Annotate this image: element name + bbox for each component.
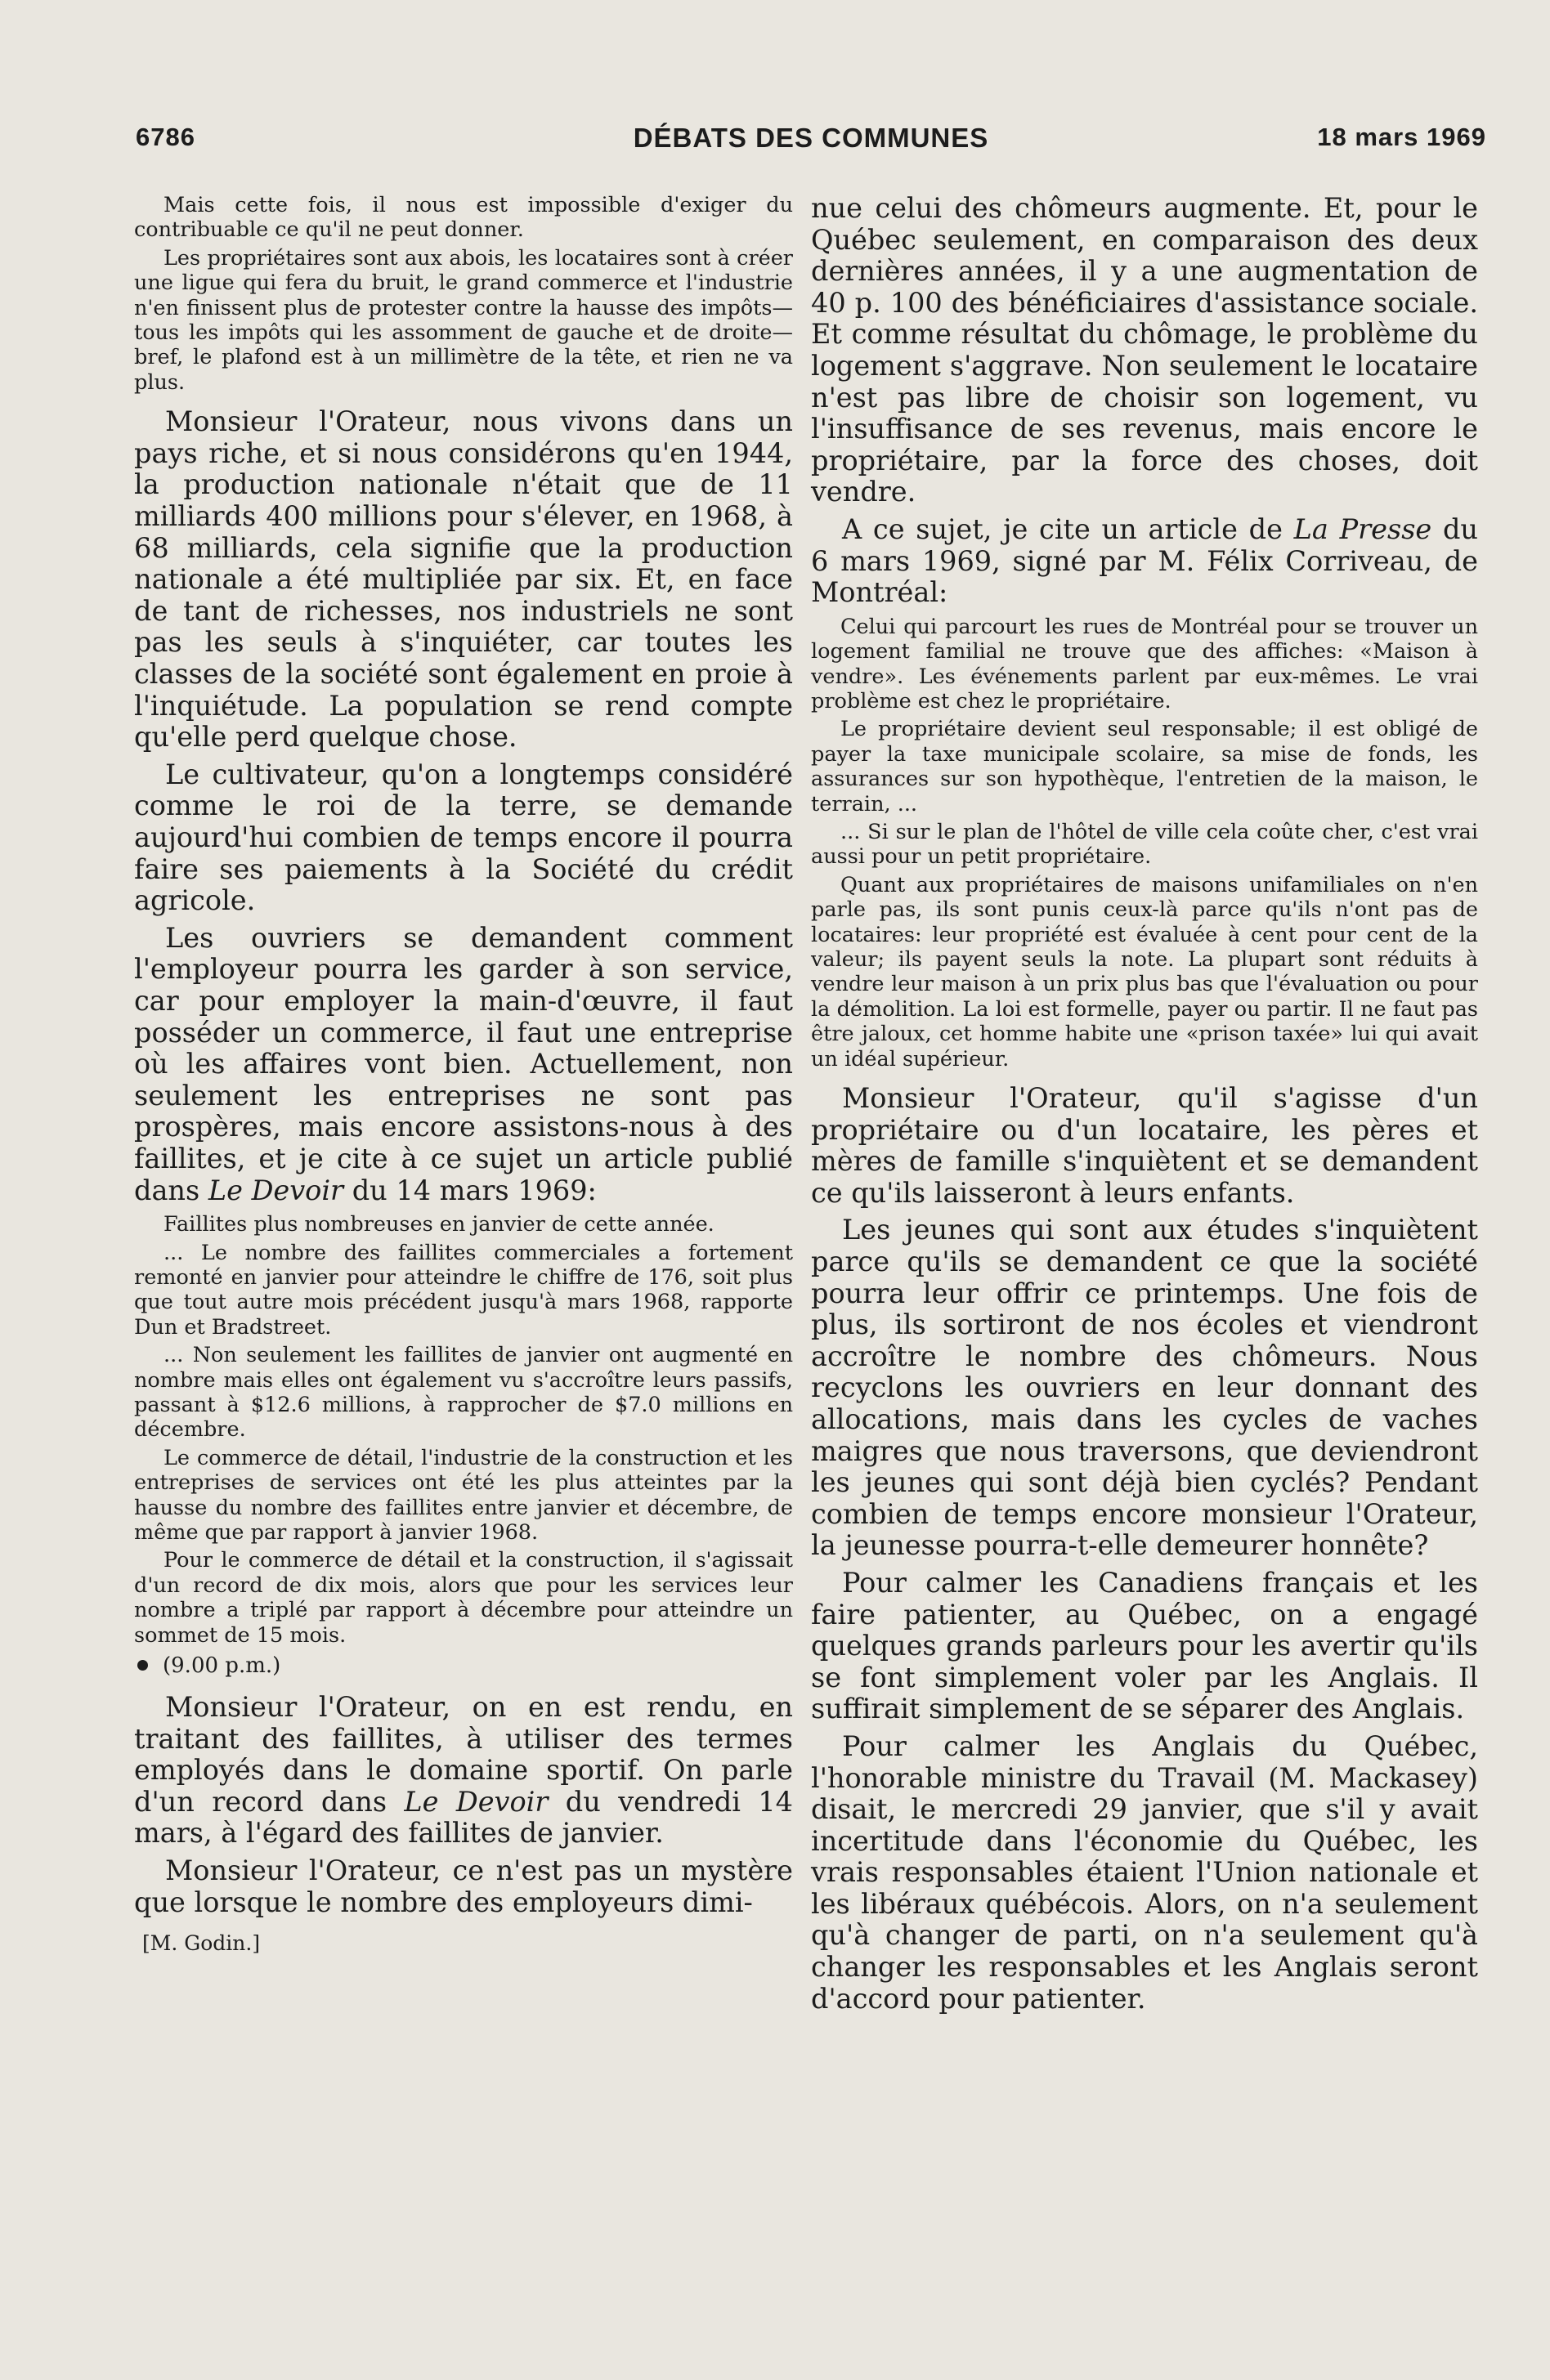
speaker-tag: [M. Godin.] (142, 1931, 261, 1956)
body-paragraph: Monsieur l'Orateur, nous vivons dans un pays riche, et si nous considérons qu'en 1944, la production nationale n'était que de 11 milliards 400 millions pour s'élever, en 1968, à 68 milliards, cela signifie que la production nationale a été multipliée par six. Et, en face de tant de richesses, nos industriels ne sont pas les seuls à s'inquiéter, car toutes les classes de la société sont également en proie à l'inquiétude. La population se rend compte qu'elle perd quelque chose. (134, 405, 793, 754)
body-paragraph: Les jeunes qui sont aux études s'inquiètent parce qu'ils se demandent ce que la société pourra leur offrir ce printemps. Une fois de plus, ils sortiront de nos écoles et viendront accroître le nombre des chômeurs. Nous recyclons les ouvriers en leur donnant des allocations, mais dans les cycles de vaches maigres que nous traversons, que deviendront les jeunes qui sont déjà bien cyclés? Pendant combien de temps encore monsieur l'Orateur, la jeunesse pourra-t-elle demeurer honnête? (811, 1214, 1478, 1562)
body-paragraph: nue celui des chômeurs augmente. Et, pour le Québec seulement, en comparaison des deux dernières années, il y a une augmentation de 40 p. 100 des bénéficiaires d'assistance sociale. Et comme résultat du chômage, le problème du logement s'aggrave. Non seulement le locataire n'est pas libre de choisir son logement, vu l'insuffisance de ses revenus, mais encore le propriétaire, par la force des choses, doit vendre. (811, 192, 1478, 508)
publication-title: La Presse (1293, 512, 1432, 545)
page-header (136, 123, 1486, 163)
publication-title: Le Devoir (404, 1785, 549, 1818)
quote-paragraph: Le commerce de détail, l'industrie de la construction et les entreprises de services ont été les plus atteintes par la hausse du nombre des faillites entre janvier et décembre, de même que par rapport à janvier 1968. (134, 1445, 793, 1545)
quote-paragraph: Mais cette fois, il nous est impossible d'exiger du contribuable ce qu'il ne peut donner. (134, 193, 793, 243)
quote-paragraph: ... Si sur le plan de l'hôtel de ville cela coûte cher, c'est vrai aussi pour un petit propriétaire. (811, 819, 1478, 870)
body-paragraph: Le cultivateur, qu'on a longtemps considéré comme le roi de la terre, se demande aujourd'hui combien de temps encore il pourra faire ses paiements à la Société du crédit agricole. (134, 758, 793, 917)
quote-paragraph: Pour le commerce de détail et la construction, il s'agissait d'un record de dix mois, alors que pour les services leur nombre a triplé par rapport à décembre pour atteindre un sommet de 15 mois. (134, 1548, 793, 1648)
quote-paragraph: ... Non seulement les faillites de janvier ont augmenté en nombre mais elles ont également vu s'accroître leurs passifs, passant à $12.6 millions, à rapprocher de $7.0 millions en décembre. (134, 1343, 793, 1443)
time-marker: (9.00 p.m.) (134, 1651, 793, 1680)
bullet-icon (137, 1660, 148, 1671)
publication-title: Le Devoir (208, 1174, 344, 1206)
quote-paragraph: Celui qui parcourt les rues de Montréal pour se trouver un logement familial ne trouve que des affiches: «Maison à vendre». Les événements parlent par eux-mêmes. Le vrai problème est chez le propriétaire. (811, 614, 1478, 714)
right-column (811, 193, 1478, 2020)
body-paragraph: Pour calmer les Canadiens français et les faire patienter, au Québec, on a engagé quelques grands parleurs pour les avertir qu'ils se font simplement voler par les Anglais. Il suffirait simplement de se séparer des Anglais. (811, 1566, 1478, 1725)
quote-paragraph: Le propriétaire devient seul responsable; il est obligé de payer la taxe municipale scolaire, sa mise de fonds, les assurances sur son hypothèque, l'entretien de la maison, le terrain, ... (811, 717, 1478, 816)
body-paragraph: Les ouvriers se demandent comment l'employeur pourra les garder à son service, car pour employer la main-d'œuvre, il faut posséder un commerce, il faut une entreprise où les affaires vont bien. Actuellement, non seulement les entreprises ne sont pas prospères, mais encore assistons-nous à des faillites, et je cite à ce sujet un article publié dans Le Devoir du 14 mars 1969: (134, 921, 793, 1206)
body-paragraph: Monsieur l'Orateur, on en est rendu, en traitant des faillites, à utiliser des termes employés dans le domaine sportif. On parle d'un record dans Le Devoir du vendredi 14 mars, à l'égard des faillites de janvier. (134, 1691, 793, 1850)
body-paragraph: Pour calmer les Anglais du Québec, l'honorable ministre du Travail (M. Mackasey) disait, le mercredi 29 janvier, que s'il y avait incertitude dans l'économie du Québec, les vrais responsables étaient l'Union nationale et les libéraux québécois. Alors, on n'a seulement qu'à changer de parti, on n'a seulement qu'à changer les responsables et les Anglais seront d'accord pour patienter. (811, 1729, 1478, 2015)
body-paragraph: A ce sujet, je cite un article de La Presse du 6 mars 1969, signé par M. Félix Corriveau, de Montréal: (811, 512, 1478, 609)
quote-paragraph: Quant aux propriétaires de maisons unifamiliales on n'en parle pas, ils sont punis ceux-là parce qu'ils n'ont pas de locataires: leur propriété est évaluée à cent pour cent de la valeur; ils payent seuls la note. La plupart sont réduits à vendre leur maison à un prix plus bas que l'évaluation ou pour la démolition. La loi est formelle, payer ou partir. Il ne faut pas être jaloux, cet homme habite une «prison taxée» lui qui avait un idéal supérieur. (811, 872, 1478, 1071)
body-paragraph: Monsieur l'Orateur, ce n'est pas un mystère que lorsque le nombre des employeurs dimi- (134, 1854, 793, 1918)
page-number: 6786 (136, 123, 195, 151)
quote-paragraph: Les propriétaires sont aux abois, les locataires sont à créer une ligue qui fera du bruit, le grand commerce et l'industrie n'en finissent plus de protester contre la hausse des impôts—tous les impôts qui les assomment de gauche et de droite—bref, le plafond est à un millimètre de la tête, et rien ne va plus. (134, 245, 793, 395)
quote-paragraph: Faillites plus nombreuses en janvier de cette année. (164, 1212, 715, 1237)
page-title: DÉBATS DES COMMUNES (633, 123, 989, 153)
left-column (134, 193, 793, 1957)
page-date: 18 mars 1969 (1317, 123, 1486, 151)
body-paragraph: Monsieur l'Orateur, qu'il s'agisse d'un propriétaire ou d'un locataire, les pères et mères de famille s'inquiètent et se demandent ce qu'ils laisseront à leurs enfants. (811, 1082, 1478, 1209)
quote-paragraph: ... Le nombre des faillites commerciales a fortement remonté en janvier pour atteindre le chiffre de 176, soit plus que tout autre mois précédent jusqu'à mars 1968, rapporte Dun et Bradstreet. (134, 1240, 793, 1340)
